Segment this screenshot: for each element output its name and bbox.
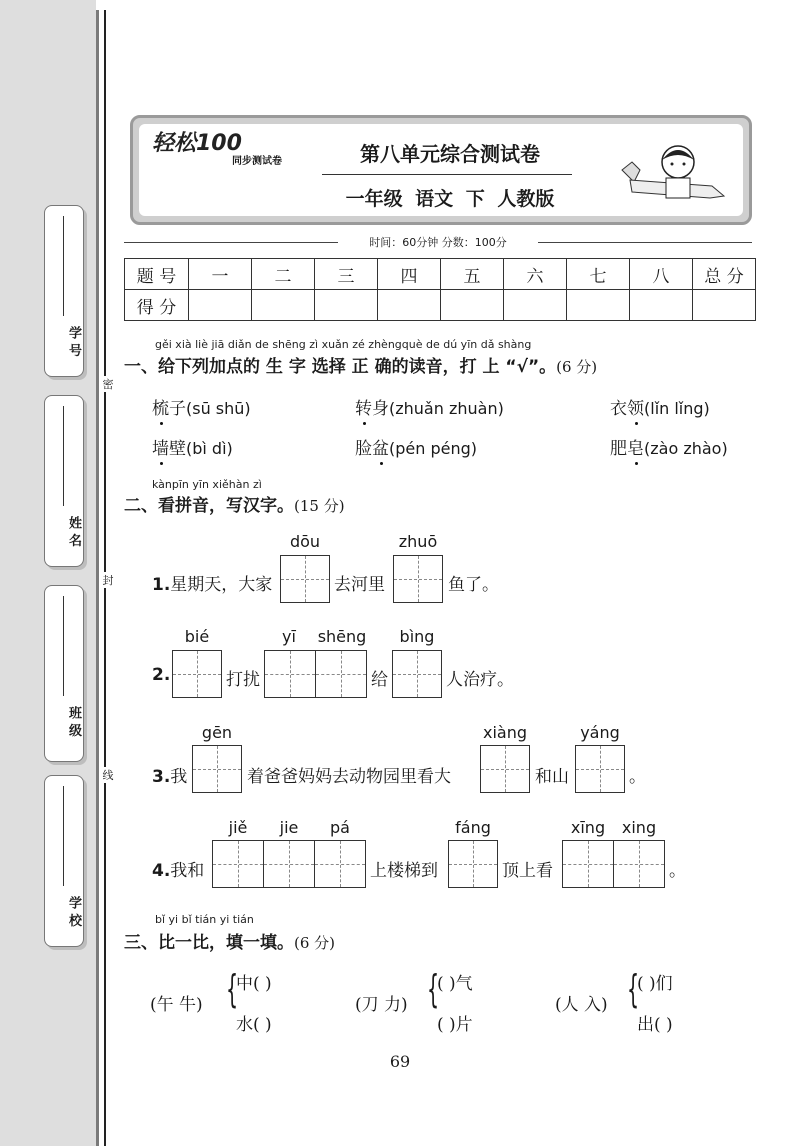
score-input-cell[interactable] [378, 290, 441, 321]
pinyin-options[interactable]: (pén péng) [389, 439, 478, 458]
question-text: 打扰 [226, 670, 260, 690]
table-cell: 二 [252, 259, 315, 290]
question-text: 上楼梯到 [370, 861, 438, 881]
box-pinyin: pá [330, 818, 350, 837]
char-pair: (人 入) [555, 995, 608, 1015]
binding-divider [96, 10, 99, 1146]
binder-mark-close: 封 [100, 572, 116, 588]
dotted-character: 转 [355, 399, 372, 419]
pinyin-options[interactable]: (bì dì) [186, 439, 233, 458]
table-cell: 七 [567, 259, 630, 290]
brace: { [627, 967, 640, 1011]
box-pinyin: bìng [399, 627, 435, 646]
writing-box[interactable] [575, 745, 625, 793]
table-cell: 三 [315, 259, 378, 290]
section3-title-text: 三、比一比，填一填。 [124, 933, 294, 953]
writing-box[interactable] [480, 745, 530, 793]
score-table [124, 258, 756, 321]
write-line [63, 596, 64, 696]
table-row [125, 259, 756, 290]
binding-strip [0, 0, 96, 1146]
score-input-cell[interactable] [630, 290, 693, 321]
table-cell: 五 [441, 259, 504, 290]
school-field[interactable] [44, 775, 84, 947]
logo: 轻松100 [152, 131, 242, 156]
section2-title-text: 二、看拼音，写汉字。 [124, 496, 294, 516]
writing-box[interactable] [280, 555, 330, 603]
table-cell: 得 分 [125, 290, 189, 321]
writing-box[interactable] [212, 840, 264, 888]
dotted-character: 领 [627, 399, 644, 419]
fill-blank[interactable]: ( )片 [437, 1015, 473, 1035]
box-pinyin: xiàng [482, 723, 527, 742]
pinyin-options[interactable]: (zào zhào) [644, 439, 728, 458]
word-prefix: 肥 [610, 439, 627, 459]
question-3 [152, 762, 187, 787]
word-prefix: 衣 [610, 399, 627, 419]
word-suffix: 壁 [169, 439, 186, 459]
pronunciation-item[interactable] [355, 394, 504, 419]
word-suffix: 子 [169, 399, 186, 419]
name-label: 姓 名 [66, 516, 81, 547]
box-pinyin: xīng [570, 818, 606, 837]
pronunciation-item[interactable] [355, 434, 477, 459]
question-number: 2. [152, 665, 171, 685]
question-text: 和山 [535, 767, 569, 787]
student-id-label: 学 号 [66, 326, 81, 357]
section3-title [124, 928, 335, 953]
box-pinyin: jiě [228, 818, 248, 837]
table-cell: 六 [504, 259, 567, 290]
name-field[interactable] [44, 395, 84, 567]
question-text: 。 [669, 861, 686, 881]
dotted-character: 皂 [627, 439, 644, 459]
char-pair: (午 牛) [150, 995, 203, 1015]
question-text: 着爸爸妈妈去动物园里看大 [247, 767, 451, 787]
question-text: 。 [629, 767, 646, 787]
section1-title [124, 352, 597, 377]
section2-pinyin: kànpīn yīn xiěhàn zì [152, 478, 262, 491]
logo-subtitle: 同步测试卷 [232, 156, 282, 167]
question-number: 4. [152, 861, 171, 881]
dotted-character: 墙 [152, 439, 169, 459]
write-line [63, 406, 64, 506]
question-text: 星期天，大家 [170, 575, 273, 595]
score-input-cell[interactable] [504, 290, 567, 321]
section2-title [124, 491, 345, 516]
score-input-cell[interactable] [189, 290, 252, 321]
student-id-field[interactable] [44, 205, 84, 377]
class-label: 班 级 [66, 706, 81, 737]
score-input-cell[interactable] [315, 290, 378, 321]
box-pinyin: jie [279, 818, 299, 837]
box-pinyin: bié [184, 627, 210, 646]
char-pair: (刀 力) [355, 995, 408, 1015]
writing-box[interactable] [315, 650, 367, 698]
section2-score: (15 分) [294, 497, 345, 515]
fill-blank[interactable]: 中( ) [236, 974, 272, 994]
page-title: 第八单元综合测试卷 [360, 142, 540, 166]
pronunciation-item[interactable] [610, 434, 728, 459]
dotted-character: 梳 [152, 399, 169, 419]
box-pinyin: xing [621, 818, 657, 837]
page-number: 69 [389, 1052, 411, 1071]
question-text: 我 [170, 767, 188, 787]
fill-blank[interactable]: ( )气 [437, 974, 473, 994]
question-4 [152, 856, 204, 881]
pinyin-options[interactable]: (zhuǎn zhuàn) [389, 399, 504, 418]
question-text: 人治疗。 [446, 670, 514, 690]
table-cell: 一 [189, 259, 252, 290]
question-text: 鱼了。 [448, 575, 499, 595]
writing-box[interactable] [613, 840, 665, 888]
writing-box[interactable] [263, 840, 315, 888]
word-prefix: 脸 [355, 439, 372, 459]
table-row [125, 290, 756, 321]
score-input-cell[interactable] [567, 290, 630, 321]
section3-score: (6 分) [294, 934, 336, 952]
box-pinyin: fáng [455, 818, 491, 837]
dotted-character: 盆 [372, 439, 389, 459]
question-number: 3. [152, 767, 171, 787]
writing-box[interactable] [172, 650, 222, 698]
write-line [63, 786, 64, 886]
page-subtitle: 一年级 语文 下 人教版 [345, 188, 555, 210]
fill-blank[interactable]: ( )们 [637, 974, 673, 994]
pinyin-options[interactable]: (sū shū) [186, 399, 251, 418]
pinyin-options[interactable]: (lǐn lǐng) [644, 399, 710, 418]
school-label: 学 校 [66, 896, 81, 927]
brace: { [427, 967, 440, 1011]
writing-box[interactable] [393, 555, 443, 603]
fill-blank[interactable]: 出( ) [637, 1015, 673, 1035]
score-input-cell[interactable] [693, 290, 756, 321]
student-mascot-illustration [612, 140, 732, 210]
question-1 [152, 570, 272, 595]
question-text: 去河里 [334, 575, 385, 595]
section1-title-text: 一、给下列加点的 生 字 选择 正 确的读音，打 上 “√”。 [124, 357, 557, 377]
writing-box[interactable] [448, 840, 498, 888]
box-pinyin: shēng [317, 627, 367, 646]
writing-box[interactable] [192, 745, 242, 793]
binder-mark-seal: 密 [100, 376, 116, 392]
exam-time-score: 时间：60分钟 分数：100分 [369, 236, 507, 249]
exam-info [124, 234, 752, 250]
question-text: 我和 [170, 861, 205, 881]
title-divider [322, 174, 572, 175]
pronunciation-item[interactable] [152, 394, 251, 419]
word-suffix: 身 [372, 399, 389, 419]
pronunciation-item[interactable] [610, 394, 710, 419]
write-line [63, 216, 64, 316]
pronunciation-item[interactable] [152, 434, 233, 459]
question-number: 1. [152, 575, 171, 595]
box-pinyin: zhuō [398, 532, 438, 551]
class-field[interactable] [44, 585, 84, 762]
section1-pinyin: gěi xià liè jiā diǎn de shēng zì xuǎn zé zhèngquè de dú yīn dǎ shàng [155, 338, 532, 351]
table-cell: 八 [630, 259, 693, 290]
writing-box[interactable] [314, 840, 366, 888]
writing-box[interactable] [562, 840, 614, 888]
score-input-cell[interactable] [441, 290, 504, 321]
table-cell: 四 [378, 259, 441, 290]
table-cell: 总 分 [693, 259, 756, 290]
table-cell: 题 号 [125, 259, 189, 290]
box-pinyin: yáng [580, 723, 620, 742]
writing-box[interactable] [264, 650, 316, 698]
question-text: 给 [371, 670, 388, 690]
box-pinyin: yī [282, 627, 296, 646]
binder-mark-line: 线 [100, 767, 116, 783]
box-pinyin: dōu [289, 532, 321, 551]
score-input-cell[interactable] [252, 290, 315, 321]
fill-blank[interactable]: 水( ) [236, 1015, 272, 1035]
section3-pinyin: bǐ yi bǐ tián yi tián [155, 913, 254, 926]
brace: { [226, 967, 239, 1011]
question-text: 顶上看 [502, 861, 553, 881]
writing-box[interactable] [392, 650, 442, 698]
section1-score: (6 分) [556, 358, 598, 376]
box-pinyin: gēn [201, 723, 233, 742]
